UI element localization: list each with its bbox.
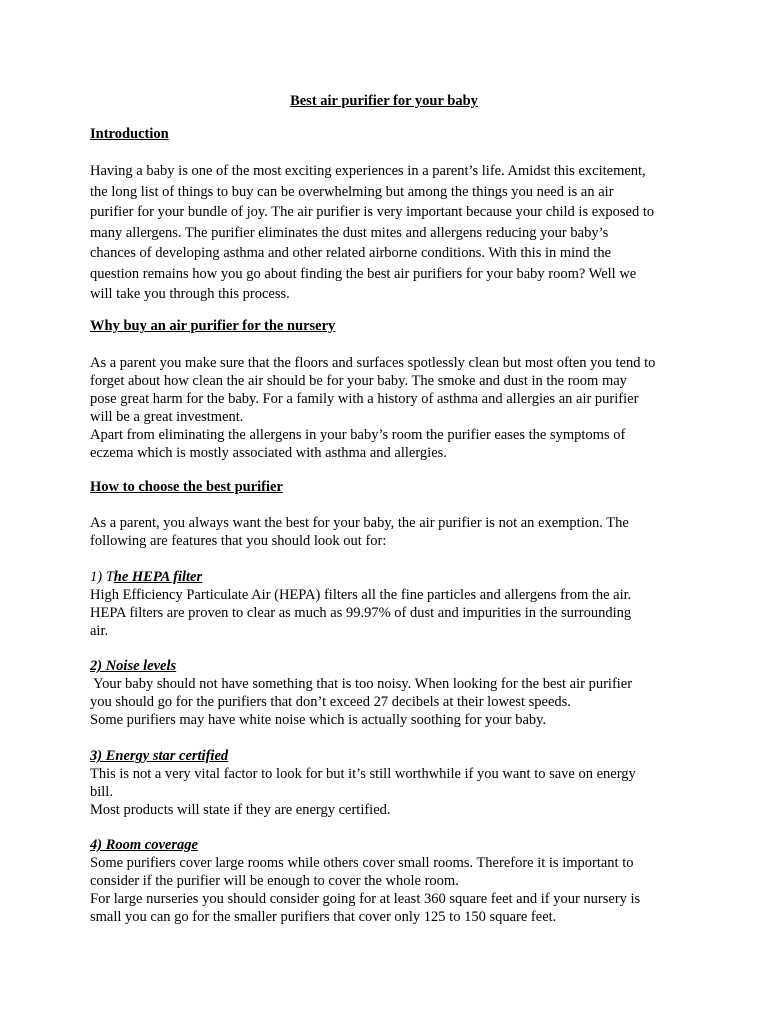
feature-room — [90, 836, 686, 926]
feature-hepa-line: HEPA filters are proven to clear as much as 99.97% of dust and impurities in the surrounding — [90, 605, 632, 621]
feature-energy-line: This is not a very vital factor to look for but it’s still worthwhile if you want to save on energy — [90, 766, 636, 782]
intro-line: the long list of things to buy can be overwhelming but among the things you need is an air — [90, 183, 614, 200]
feature-hepa-line: High Efficiency Particulate Air (HEPA) filters all the fine particles and allergens from the air. — [90, 587, 632, 603]
intro-line: will take you through this process. — [90, 286, 290, 302]
why-line: As a parent you make sure that the floors and surfaces spotlessly clean but most often you tend to — [90, 355, 656, 371]
why-heading: Why buy an air purifier for the nursery — [90, 318, 336, 334]
feature-room-title: 4) Room coverage — [90, 837, 198, 853]
feature-room-line: Some purifiers cover large rooms while others cover small rooms. Therefore it is important to — [90, 855, 634, 871]
intro-line: question remains how you go about finding the best air purifiers for your baby room? Well we — [90, 265, 637, 282]
why-paragraph — [90, 354, 686, 462]
feature-hepa — [90, 568, 686, 640]
feature-noise-line: you should go for the purifiers that don’t exceed 27 decibels at their lowest speeds. — [90, 694, 571, 710]
why-line: forget about how clean the air should be for your baby. The smoke and dust in the room may — [90, 373, 627, 389]
feature-energy — [90, 747, 686, 819]
intro-line: many allergens. The purifier eliminates the dust mites and allergens reducing your baby’s — [90, 224, 609, 241]
how-paragraph — [90, 514, 686, 550]
feature-energy-line: bill. — [90, 784, 113, 800]
feature-room-line: consider if the purifier will be enough to cover the whole room. — [90, 873, 459, 889]
feature-hepa-title: he HEPA filter — [113, 569, 203, 585]
feature-noise-line: Some purifiers may have white noise which is actually soothing for your baby. — [90, 712, 547, 728]
intro-heading: Introduction — [90, 126, 169, 142]
feature-room-line: For large nurseries you should consider going for at least 360 square feet and if your nursery is — [90, 891, 641, 907]
feature-energy-title: 3) Energy star certified — [90, 748, 229, 764]
intro-line: purifier for your bundle of joy. The air purifier is very important because your child is exposed to — [90, 204, 655, 220]
how-heading: How to choose the best purifier — [90, 479, 283, 495]
feature-energy-line: Most products will state if they are energy certified. — [90, 802, 391, 818]
why-line: Apart from eliminating the allergens in your baby’s room the purifier eases the symptoms of — [90, 427, 626, 443]
why-line: will be a great investment. — [90, 409, 244, 425]
document-title: Best air purifier for your baby — [290, 93, 478, 109]
feature-hepa-line: air. — [90, 623, 109, 639]
feature-noise-line: Your baby should not have something that is too noisy. When looking for the best air purifier — [90, 676, 633, 692]
feature-noise — [90, 657, 686, 729]
intro-line: chances of developing asthma and other related airborne conditions. With this in mind the — [90, 245, 612, 261]
intro-paragraph — [90, 161, 686, 305]
why-line: eczema which is mostly associated with asthma and allergies. — [90, 445, 447, 461]
how-line: following are features that you should look out for: — [90, 533, 387, 549]
feature-noise-title: 2) Noise levels — [90, 658, 177, 674]
intro-line: Having a baby is one of the most exciting experiences in a parent’s life. Amidst this excitement, — [90, 163, 646, 179]
feature-hepa-number: 1) T — [90, 569, 114, 585]
how-line: As a parent, you always want the best for your baby, the air purifier is not an exemption. The — [90, 515, 629, 531]
feature-hepa-heading — [90, 568, 686, 586]
why-line: pose great harm for the baby. For a family with a history of asthma and allergies an air purifier — [90, 391, 639, 407]
feature-room-line: small you can go for the smaller purifiers that cover only 125 to 150 square feet. — [90, 909, 557, 925]
